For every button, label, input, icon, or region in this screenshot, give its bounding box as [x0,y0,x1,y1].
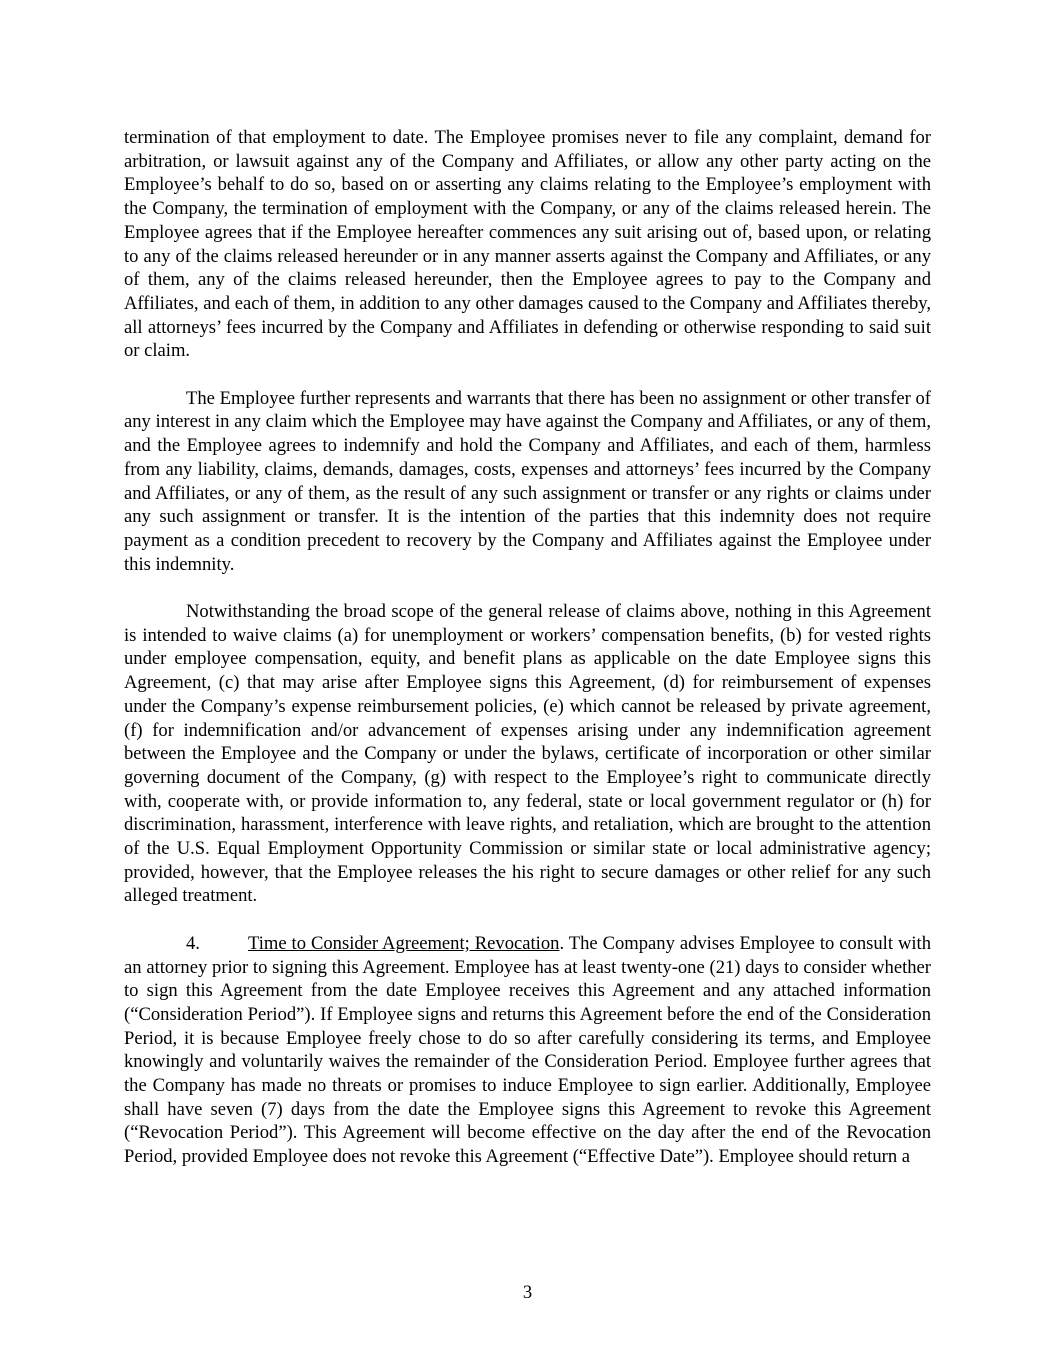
section-number: 4. [186,932,200,954]
paragraph-assignment-warranty: The Employee further represents and warrants that there has been no assignment or other transfer of any interest in any claim which the Employee may have against the Company and Affiliates, or any of them, and the Employee agrees to indemnify and hold the Company and Affiliates, and each of them, harmless from any liability, claims, demands, damages, costs, expenses and attorneys’ fees incurred by the Company and Affiliates, or any of them, as the result of any such assignment or transfer or any rights or claims under any such assignment or transfer. It is the intention of the parties that this indemnity does not require payment as a condition precedent to recovery by the Company and Affiliates against the Employee under this indemnity. [124,387,931,575]
document-body [124,126,931,1193]
section-heading: Time to Consider Agreement; Revocation [248,932,560,954]
paragraph-claims-not-waived: Notwithstanding the broad scope of the general release of claims above, nothing in this Agreement is intended to waive claims (a) for unemployment or workers’ compensation benefits, (b) for vested rights under employee compensation, equity, and benefit plans as applicable on the date Employee signs this Agreement, (c) that may arise after Employee signs this Agreement, (d) for reimbursement of expenses under the Company’s expense reimbursement policies, (e) which cannot be released by private agreement, (f) for indemnification and/or advancement of expenses arising under any indemnification agreement between the Employee and the Company or under the bylaws, certificate of incorporation or other similar governing document of the Company, (g) with respect to the Employee’s right to communicate directly with, cooperate with, or provide information to, any federal, state or local government regulator or (h) for discrimination, harassment, interference with leave rights, and retaliation, which are brought to the attention of the U.S. Equal Employment Opportunity Commission or similar state or local administrative agency; provided, however, that the Employee releases the his right to secure damages or other relief for any such alleged treatment. [124,601,931,907]
paragraph-release-continuation: termination of that employment to date. The Employee promises never to file any complaint, demand for arbitration, or lawsuit against any of the Company and Affiliates, or allow any other party acting on the Employee’s behalf to do so, based on or asserting any claims relating to the Employee’s employment with the Company, the termination of employment with the Company, or any of the claims released herein. The Employee agrees that if the Employee hereafter commences any suit arising out of, based upon, or relating to any of the claims released hereunder or in any manner asserts against the Company and Affiliates, or any of them, any of the claims released hereunder, then the Employee agrees to pay to the Company and Affiliates, and each of them, in addition to any other damages caused to the Company and Affiliates thereby, all attorneys’ fees incurred by the Company and Affiliates in defending or otherwise responding to said suit or claim. [124,127,931,362]
page-number: 3 [522,1282,533,1303]
section-4-paragraph [124,932,931,1169]
section-heading-punctuation: . [559,932,565,954]
section-body-text: The Company advises Employee to consult with an attorney prior to signing this Agreement. Employee has at least twenty-one (21) days to consider whether to sign this Agreement from the date Employee receives this Agreement and any attached information (“Consideration Period”). If Employee signs and returns this Agreement before the end of the Consideration Period, it is because Employee freely chose to do so after carefully considering its terms, and Employee knowingly and voluntarily waives the remainder of the Consideration Period. Employee further agrees that the Company has made no threats or promises to induce Employee to sign earlier. Additionally, Employee shall have seven (7) days from the date the Employee signs this Agreement to revoke this Agreement (“Revocation Period”). This Agreement will become effective on the day after the end of the Revocation Period, provided Employee does not revoke this Agreement (“Effective Date”). Employee should return a [124,932,931,1168]
